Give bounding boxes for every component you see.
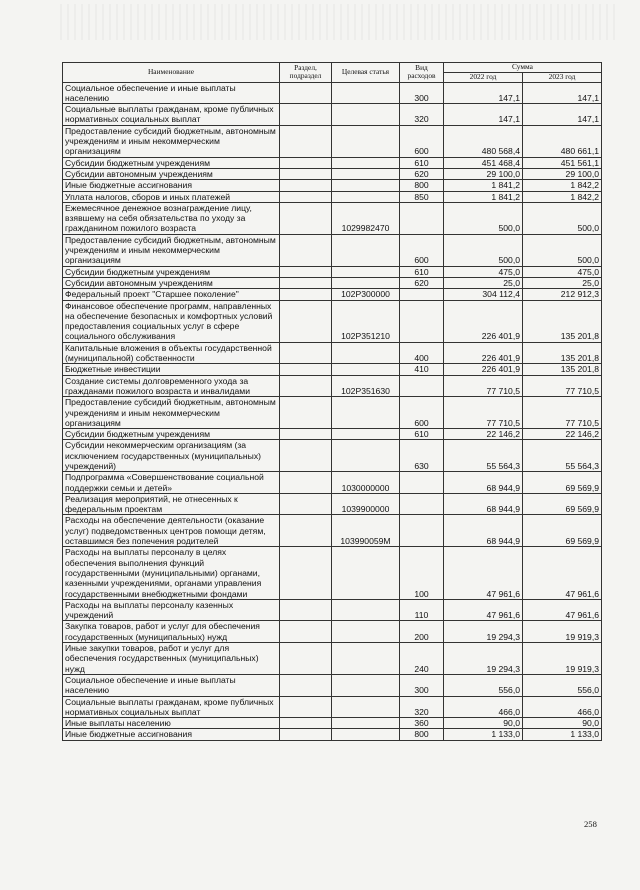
table-row xyxy=(63,674,602,696)
row-section xyxy=(280,364,332,375)
row-sum-2023: 19 919,3 xyxy=(523,643,602,675)
row-kind: 600 xyxy=(400,397,444,429)
row-name: Расходы на выплаты персоналу в целях обеспечения выполнения функций государственными (муниципальными) органами, казенными учреждениями, органами управления государственными внебюджетными фондами xyxy=(63,547,280,599)
row-name: Социальные выплаты гражданам, кроме публичных нормативных социальных выплат xyxy=(63,696,280,718)
row-target xyxy=(332,696,400,718)
row-sum-2023: 19 919,3 xyxy=(523,621,602,643)
row-kind xyxy=(400,300,444,342)
table-row xyxy=(63,168,602,179)
row-sum-2023: 22 146,2 xyxy=(523,429,602,440)
row-kind: 320 xyxy=(400,696,444,718)
row-target xyxy=(332,440,400,472)
row-sum-2023: 1 842,2 xyxy=(523,180,602,191)
row-target: 102P351210 xyxy=(332,300,400,342)
row-kind: 610 xyxy=(400,157,444,168)
row-target xyxy=(332,718,400,729)
row-sum-2022: 475,0 xyxy=(444,266,523,277)
row-target xyxy=(332,266,400,277)
header-year-2023: 2023 год xyxy=(523,73,602,83)
row-name: Бюджетные инвестиции xyxy=(63,364,280,375)
row-section xyxy=(280,104,332,126)
row-target xyxy=(332,277,400,288)
row-name: Финансовое обеспечение программ, направленных на обеспечение безопасных и комфортных условий предоставления социальных услуг в сфере социального обслуживания xyxy=(63,300,280,342)
row-sum-2023: 135 201,8 xyxy=(523,364,602,375)
row-name: Субсидии бюджетным учреждениям xyxy=(63,157,280,168)
row-sum-2023: 90,0 xyxy=(523,718,602,729)
row-sum-2022: 500,0 xyxy=(444,202,523,234)
row-sum-2022: 22 146,2 xyxy=(444,429,523,440)
table-row xyxy=(63,440,602,472)
row-section xyxy=(280,621,332,643)
row-name: Закупка товаров, работ и услуг для обеспечения государственных (муниципальных) нужд xyxy=(63,621,280,643)
table-row xyxy=(63,364,602,375)
row-name: Подпрограмма «Совершенствование социальной поддержки семьи и детей» xyxy=(63,472,280,494)
row-target xyxy=(332,82,400,104)
row-sum-2022: 226 401,9 xyxy=(444,300,523,342)
row-target: 1029982470 xyxy=(332,202,400,234)
row-sum-2023: 147,1 xyxy=(523,104,602,126)
row-section xyxy=(280,643,332,675)
row-sum-2022: 47 961,6 xyxy=(444,599,523,621)
row-name: Предоставление субсидий бюджетным, автономным учреждениям и иным некоммерческим организациям xyxy=(63,125,280,157)
page-number: 258 xyxy=(584,819,597,829)
row-sum-2023: 25,0 xyxy=(523,277,602,288)
row-name: Иные бюджетные ассигнования xyxy=(63,180,280,191)
table-row xyxy=(63,82,602,104)
row-section xyxy=(280,440,332,472)
row-sum-2022: 19 294,3 xyxy=(444,643,523,675)
table-row xyxy=(63,643,602,675)
row-target xyxy=(332,157,400,168)
table-row xyxy=(63,277,602,288)
row-target: 103990059М xyxy=(332,515,400,547)
row-section xyxy=(280,696,332,718)
row-sum-2023: 69 569,9 xyxy=(523,493,602,515)
row-sum-2022: 226 401,9 xyxy=(444,342,523,364)
scan-artifact xyxy=(60,4,620,40)
row-sum-2022: 29 100,0 xyxy=(444,168,523,179)
row-name: Предоставление субсидий бюджетным, автономным учреждениям и иным некоммерческим организациям xyxy=(63,397,280,429)
header-kind: Вид расходов xyxy=(400,63,444,83)
row-section xyxy=(280,515,332,547)
row-target: 1030000000 xyxy=(332,472,400,494)
header-section: Раздел, подраздел xyxy=(280,63,332,83)
row-target xyxy=(332,104,400,126)
row-sum-2022: 68 944,9 xyxy=(444,515,523,547)
row-sum-2023: 135 201,8 xyxy=(523,342,602,364)
row-kind: 200 xyxy=(400,621,444,643)
row-sum-2023: 500,0 xyxy=(523,202,602,234)
row-section xyxy=(280,547,332,599)
row-kind: 300 xyxy=(400,82,444,104)
row-kind: 100 xyxy=(400,547,444,599)
row-sum-2022: 77 710,5 xyxy=(444,397,523,429)
row-section xyxy=(280,300,332,342)
row-name: Капитальные вложения в объекты государственной (муниципальной) собственности xyxy=(63,342,280,364)
row-sum-2023: 466,0 xyxy=(523,696,602,718)
row-section xyxy=(280,234,332,266)
row-kind: 240 xyxy=(400,643,444,675)
row-section xyxy=(280,168,332,179)
table-row xyxy=(63,472,602,494)
row-name: Ежемесячное денежное вознаграждение лицу, взявшему на себя обязательства по уходу за гражданином пожилого возраста xyxy=(63,202,280,234)
row-target xyxy=(332,643,400,675)
table-row xyxy=(63,493,602,515)
row-name: Расходы на выплаты персоналу казенных учреждений xyxy=(63,599,280,621)
row-kind: 800 xyxy=(400,180,444,191)
row-sum-2023: 55 564,3 xyxy=(523,440,602,472)
row-sum-2023: 69 569,9 xyxy=(523,472,602,494)
row-sum-2022: 480 568,4 xyxy=(444,125,523,157)
row-kind: 360 xyxy=(400,718,444,729)
row-section xyxy=(280,266,332,277)
row-target xyxy=(332,621,400,643)
row-section xyxy=(280,202,332,234)
table-row xyxy=(63,157,602,168)
row-sum-2022: 55 564,3 xyxy=(444,440,523,472)
row-section xyxy=(280,191,332,202)
table-row xyxy=(63,397,602,429)
row-target xyxy=(332,168,400,179)
table-row xyxy=(63,300,602,342)
row-sum-2023: 480 661,1 xyxy=(523,125,602,157)
row-sum-2023: 451 561,1 xyxy=(523,157,602,168)
row-sum-2023: 147,1 xyxy=(523,82,602,104)
table-row xyxy=(63,289,602,300)
row-kind: 600 xyxy=(400,125,444,157)
row-section xyxy=(280,729,332,740)
row-name: Федеральный проект "Старшее поколение" xyxy=(63,289,280,300)
row-target xyxy=(332,547,400,599)
row-sum-2022: 147,1 xyxy=(444,82,523,104)
row-sum-2023: 1 133,0 xyxy=(523,729,602,740)
row-name: Субсидии бюджетным учреждениям xyxy=(63,266,280,277)
budget-table xyxy=(62,62,602,741)
table-row xyxy=(63,599,602,621)
row-name: Социальное обеспечение и иные выплаты населению xyxy=(63,674,280,696)
row-sum-2023: 77 710,5 xyxy=(523,375,602,397)
table-row xyxy=(63,342,602,364)
row-section xyxy=(280,157,332,168)
row-name: Иные закупки товаров, работ и услуг для обеспечения государственных (муниципальных) нужд xyxy=(63,643,280,675)
row-sum-2022: 90,0 xyxy=(444,718,523,729)
row-target xyxy=(332,342,400,364)
row-sum-2022: 147,1 xyxy=(444,104,523,126)
row-sum-2022: 19 294,3 xyxy=(444,621,523,643)
row-sum-2023: 69 569,9 xyxy=(523,515,602,547)
table-row xyxy=(63,429,602,440)
header-year-2022: 2022 год xyxy=(444,73,523,83)
row-sum-2023: 212 912,3 xyxy=(523,289,602,300)
row-sum-2023: 47 961,6 xyxy=(523,547,602,599)
table-row xyxy=(63,515,602,547)
row-kind: 320 xyxy=(400,104,444,126)
row-kind: 400 xyxy=(400,342,444,364)
row-sum-2023: 47 961,6 xyxy=(523,599,602,621)
row-sum-2023: 29 100,0 xyxy=(523,168,602,179)
row-sum-2023: 500,0 xyxy=(523,234,602,266)
row-sum-2022: 500,0 xyxy=(444,234,523,266)
row-target: 1039900000 xyxy=(332,493,400,515)
row-name: Иные бюджетные ассигнования xyxy=(63,729,280,740)
row-name: Субсидии некоммерческим организациям (за исключением государственных (муниципальных) учреждений) xyxy=(63,440,280,472)
row-kind xyxy=(400,472,444,494)
row-kind xyxy=(400,289,444,300)
table-header xyxy=(63,63,602,83)
row-sum-2022: 68 944,9 xyxy=(444,472,523,494)
row-kind: 410 xyxy=(400,364,444,375)
table-row xyxy=(63,104,602,126)
row-section xyxy=(280,375,332,397)
row-name: Реализация мероприятий, не отнесенных к федеральным проектам xyxy=(63,493,280,515)
row-sum-2022: 1 841,2 xyxy=(444,180,523,191)
table-row xyxy=(63,266,602,277)
header-name: Наименование xyxy=(63,63,280,83)
row-name: Предоставление субсидий бюджетным, автономным учреждениям и иным некоммерческим организациям xyxy=(63,234,280,266)
row-kind: 800 xyxy=(400,729,444,740)
row-target: 102P300000 xyxy=(332,289,400,300)
row-kind: 630 xyxy=(400,440,444,472)
row-kind xyxy=(400,202,444,234)
row-sum-2022: 77 710,5 xyxy=(444,375,523,397)
table-row xyxy=(63,696,602,718)
row-section xyxy=(280,472,332,494)
row-kind: 610 xyxy=(400,266,444,277)
row-sum-2023: 556,0 xyxy=(523,674,602,696)
row-kind: 110 xyxy=(400,599,444,621)
table-row xyxy=(63,375,602,397)
row-kind: 620 xyxy=(400,277,444,288)
table-row xyxy=(63,729,602,740)
row-sum-2022: 451 468,4 xyxy=(444,157,523,168)
table-body xyxy=(63,82,602,740)
row-target xyxy=(332,125,400,157)
row-sum-2022: 1 133,0 xyxy=(444,729,523,740)
row-target xyxy=(332,397,400,429)
table-row xyxy=(63,621,602,643)
table-row xyxy=(63,202,602,234)
row-sum-2023: 77 710,5 xyxy=(523,397,602,429)
row-target xyxy=(332,364,400,375)
row-kind xyxy=(400,493,444,515)
row-name: Субсидии бюджетным учреждениям xyxy=(63,429,280,440)
row-name: Иные выплаты населению xyxy=(63,718,280,729)
row-section xyxy=(280,82,332,104)
row-target xyxy=(332,674,400,696)
table-row xyxy=(63,547,602,599)
table-row xyxy=(63,180,602,191)
row-sum-2022: 47 961,6 xyxy=(444,547,523,599)
row-name: Уплата налогов, сборов и иных платежей xyxy=(63,191,280,202)
row-sum-2022: 25,0 xyxy=(444,277,523,288)
row-sum-2022: 556,0 xyxy=(444,674,523,696)
table-row xyxy=(63,125,602,157)
row-sum-2023: 1 842,2 xyxy=(523,191,602,202)
row-section xyxy=(280,125,332,157)
row-name: Расходы на обеспечение деятельности (оказание услуг) подведомственных центров помощи детям, оставшимся без попечения родителей xyxy=(63,515,280,547)
row-name: Субсидии автономным учреждениям xyxy=(63,277,280,288)
row-kind: 620 xyxy=(400,168,444,179)
row-kind xyxy=(400,515,444,547)
row-section xyxy=(280,180,332,191)
row-name: Социальные выплаты гражданам, кроме публичных нормативных социальных выплат xyxy=(63,104,280,126)
row-kind: 300 xyxy=(400,674,444,696)
row-section xyxy=(280,599,332,621)
row-name: Социальное обеспечение и иные выплаты населению xyxy=(63,82,280,104)
row-target xyxy=(332,729,400,740)
row-section xyxy=(280,429,332,440)
row-target xyxy=(332,234,400,266)
row-target xyxy=(332,191,400,202)
row-section xyxy=(280,718,332,729)
row-section xyxy=(280,342,332,364)
row-target: 102P351630 xyxy=(332,375,400,397)
row-sum-2022: 304 112,4 xyxy=(444,289,523,300)
row-name: Создание системы долговременного ухода за гражданами пожилого возраста и инвалидами xyxy=(63,375,280,397)
row-sum-2022: 1 841,2 xyxy=(444,191,523,202)
row-name: Субсидии автономным учреждениям xyxy=(63,168,280,179)
row-kind: 610 xyxy=(400,429,444,440)
row-sum-2023: 475,0 xyxy=(523,266,602,277)
row-kind xyxy=(400,375,444,397)
table-row xyxy=(63,191,602,202)
row-section xyxy=(280,277,332,288)
row-section xyxy=(280,674,332,696)
row-section xyxy=(280,493,332,515)
row-target xyxy=(332,180,400,191)
row-target xyxy=(332,429,400,440)
row-section xyxy=(280,397,332,429)
row-section xyxy=(280,289,332,300)
row-kind: 600 xyxy=(400,234,444,266)
header-sum: Сумма xyxy=(444,63,602,73)
row-target xyxy=(332,599,400,621)
row-sum-2022: 226 401,9 xyxy=(444,364,523,375)
table-row xyxy=(63,718,602,729)
header-target: Целевая статья xyxy=(332,63,400,83)
row-sum-2023: 135 201,8 xyxy=(523,300,602,342)
row-sum-2022: 68 944,9 xyxy=(444,493,523,515)
row-sum-2022: 466,0 xyxy=(444,696,523,718)
table-row xyxy=(63,234,602,266)
row-kind: 850 xyxy=(400,191,444,202)
